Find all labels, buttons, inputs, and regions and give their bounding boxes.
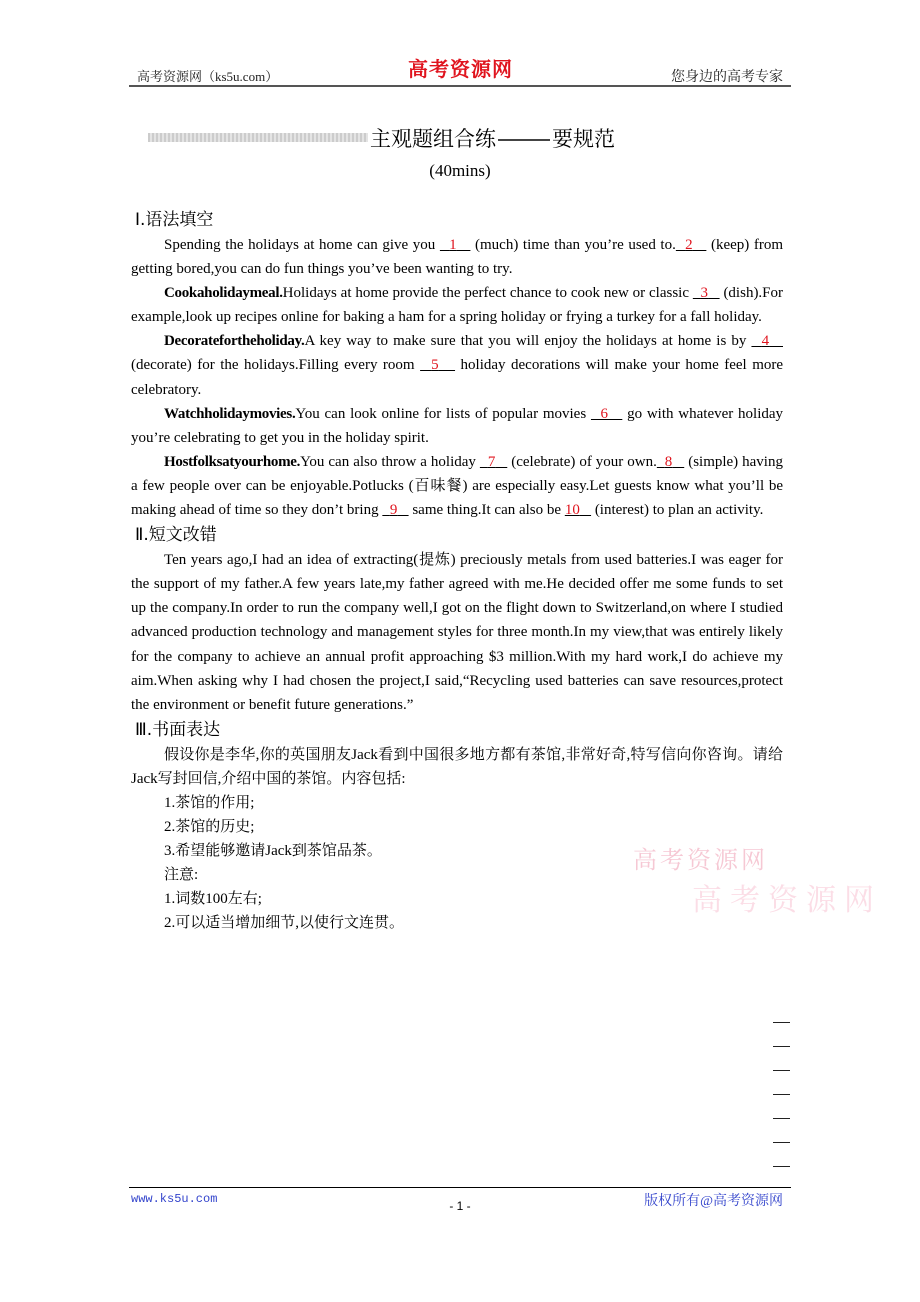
page-title — [370, 123, 615, 153]
paragraph-text: (interest) to plan an activity. — [591, 502, 764, 519]
paragraph-heading: Decoratefortheholiday. — [164, 333, 305, 350]
header-site-name: 高考资源网（ks5u.com） — [137, 69, 279, 84]
blank-number: 3 — [700, 285, 709, 302]
paragraph-heading: Cookaholidaymeal. — [164, 285, 283, 302]
paragraph-text: holiday decorations will make your home feel more celebratory. — [131, 357, 784, 398]
paragraph-text: 假设你是李华,你的英国朋友Jack看到中国很多地方都有茶馆,非常好奇,特写信向你咨询。请给Jack写封回信,介绍中国的茶馆。内容包括: — [131, 746, 783, 787]
watermark: 高考资源网 — [633, 846, 768, 874]
paragraph-text: Spending the holidays at home can give you — [164, 237, 440, 253]
blank-number: 2 — [685, 237, 693, 253]
writing-line — [773, 1022, 790, 1023]
paragraph-heading: Hostfolksatyourhome. — [164, 453, 301, 470]
section-heading: Ⅱ.短文改错 — [135, 525, 217, 546]
blank-number: 10 — [564, 502, 580, 519]
paragraph — [131, 233, 783, 281]
paragraph — [131, 548, 783, 717]
page-number: - 1 - — [449, 1199, 471, 1213]
paragraph-text: Ten years ago,I had an idea of extracting(提炼) preciously metals from used batteries.I was eager for the support of my father.A few years late,my father agreed with me.He decided offer me some funds to set up the company.In order to run the company well,I got on the flight down to Switzerland,on where I studied advanced production technology and management styles for three month.In my view,that was entirely likely for the company to achieve an annual profit approaching $3 million.With my hard work,I do achieve my aim.When asking why I had chosen the project,I said,“Recycling used batteries can save resources,protect the environment or benefit future generations.” — [131, 552, 783, 713]
writing-line — [773, 1142, 790, 1143]
answer-blank[interactable] — [676, 237, 707, 253]
paragraph-text: (celebrate) of your own. — [507, 453, 657, 470]
answer-blank[interactable] — [591, 406, 622, 422]
requirement-item: 2.可以适当增加细节,以使行文连贯。 — [164, 915, 405, 932]
blank-number: 6 — [600, 405, 608, 422]
title-decoration-bar — [148, 133, 368, 142]
watermark: 高考资源网 — [692, 883, 882, 918]
paragraph — [131, 450, 783, 522]
requirement-item: 注意: — [164, 867, 199, 884]
answer-blank[interactable] — [440, 237, 471, 253]
answer-blank[interactable] — [693, 285, 720, 301]
footer-divider — [129, 1187, 791, 1188]
paragraph-text: Holidays at home provide the perfect chance to cook new or classic — [282, 285, 693, 302]
footer-copyright: 版权所有@高考资源网 — [644, 1194, 783, 1209]
paragraph-text: go with whatever holiday you’re celebrating to get you in the holiday spirit. — [131, 405, 784, 446]
writing-line — [773, 1046, 790, 1047]
paragraph — [131, 281, 783, 329]
paragraph-text: You can look online for lists of popular movies — [295, 405, 591, 422]
paragraph-text: same thing.It can also be — [408, 502, 565, 519]
requirement-item: 3.希望能够邀请Jack到茶馆品茶。 — [164, 843, 382, 860]
requirement-item: 1.词数100左右; — [164, 891, 262, 908]
paragraph-text: (keep) from getting bored,you can do fun things you’ve been wanting to try. — [131, 237, 784, 278]
paragraph — [131, 743, 783, 791]
blank-number: 8 — [664, 453, 673, 470]
blank-number: 9 — [389, 502, 398, 519]
paragraph-heading: Watchholidaymovies. — [164, 405, 296, 422]
paragraph — [131, 402, 783, 450]
paragraph-text: (decorate) for the holidays.Filling every room — [131, 357, 421, 374]
answer-blank[interactable] — [657, 454, 684, 470]
paragraph-text: (simple) having a few people over can be enjoyable.Potlucks (百味餐) are especially easy.Let guests know what you’ll be making ahead of time so they don’t bring — [131, 453, 783, 519]
requirement-item: 2.茶馆的历史; — [164, 819, 255, 836]
answer-blank[interactable] — [751, 333, 783, 349]
header-logo: 高考资源网 — [408, 57, 513, 81]
title-main: 主观题组合练 — [370, 127, 496, 151]
blank-number: 7 — [487, 453, 496, 470]
paragraph-text: You can also throw a holiday — [300, 453, 480, 470]
paragraph-text: (dish).For example,look up recipes online for baking a ham for a spring holiday or frying a turkey for a fall holiday. — [131, 285, 784, 326]
section-heading: Ⅲ.书面表达 — [135, 719, 221, 740]
writing-line — [773, 1070, 790, 1071]
paragraph — [131, 329, 783, 401]
header-slogan: 您身边的高考专家 — [671, 70, 783, 85]
answer-blank[interactable] — [420, 357, 455, 373]
paragraph-text: (much) time than you’re used to. — [470, 237, 676, 253]
header-divider — [129, 85, 791, 87]
answer-blank[interactable] — [480, 454, 507, 470]
paragraph-text: A key way to make sure that you will enjoy the holidays at home is by — [304, 333, 752, 350]
section-heading: Ⅰ.语法填空 — [135, 210, 214, 230]
answer-blank[interactable] — [565, 502, 591, 518]
writing-line — [773, 1118, 790, 1119]
blank-number: 1 — [449, 237, 457, 253]
duration-label: (40mins) — [429, 161, 491, 180]
title-sub: 要规范 — [552, 127, 615, 151]
writing-line — [773, 1166, 790, 1167]
answer-blank[interactable] — [382, 502, 408, 518]
footer-url[interactable]: www.ks5u.com — [131, 1192, 218, 1206]
blank-number: 5 — [431, 357, 439, 374]
writing-line — [773, 1094, 790, 1095]
title-dash — [498, 139, 550, 141]
requirement-item: 1.茶馆的作用; — [164, 794, 255, 811]
blank-number: 4 — [761, 333, 770, 350]
document-body — [131, 207, 783, 936]
